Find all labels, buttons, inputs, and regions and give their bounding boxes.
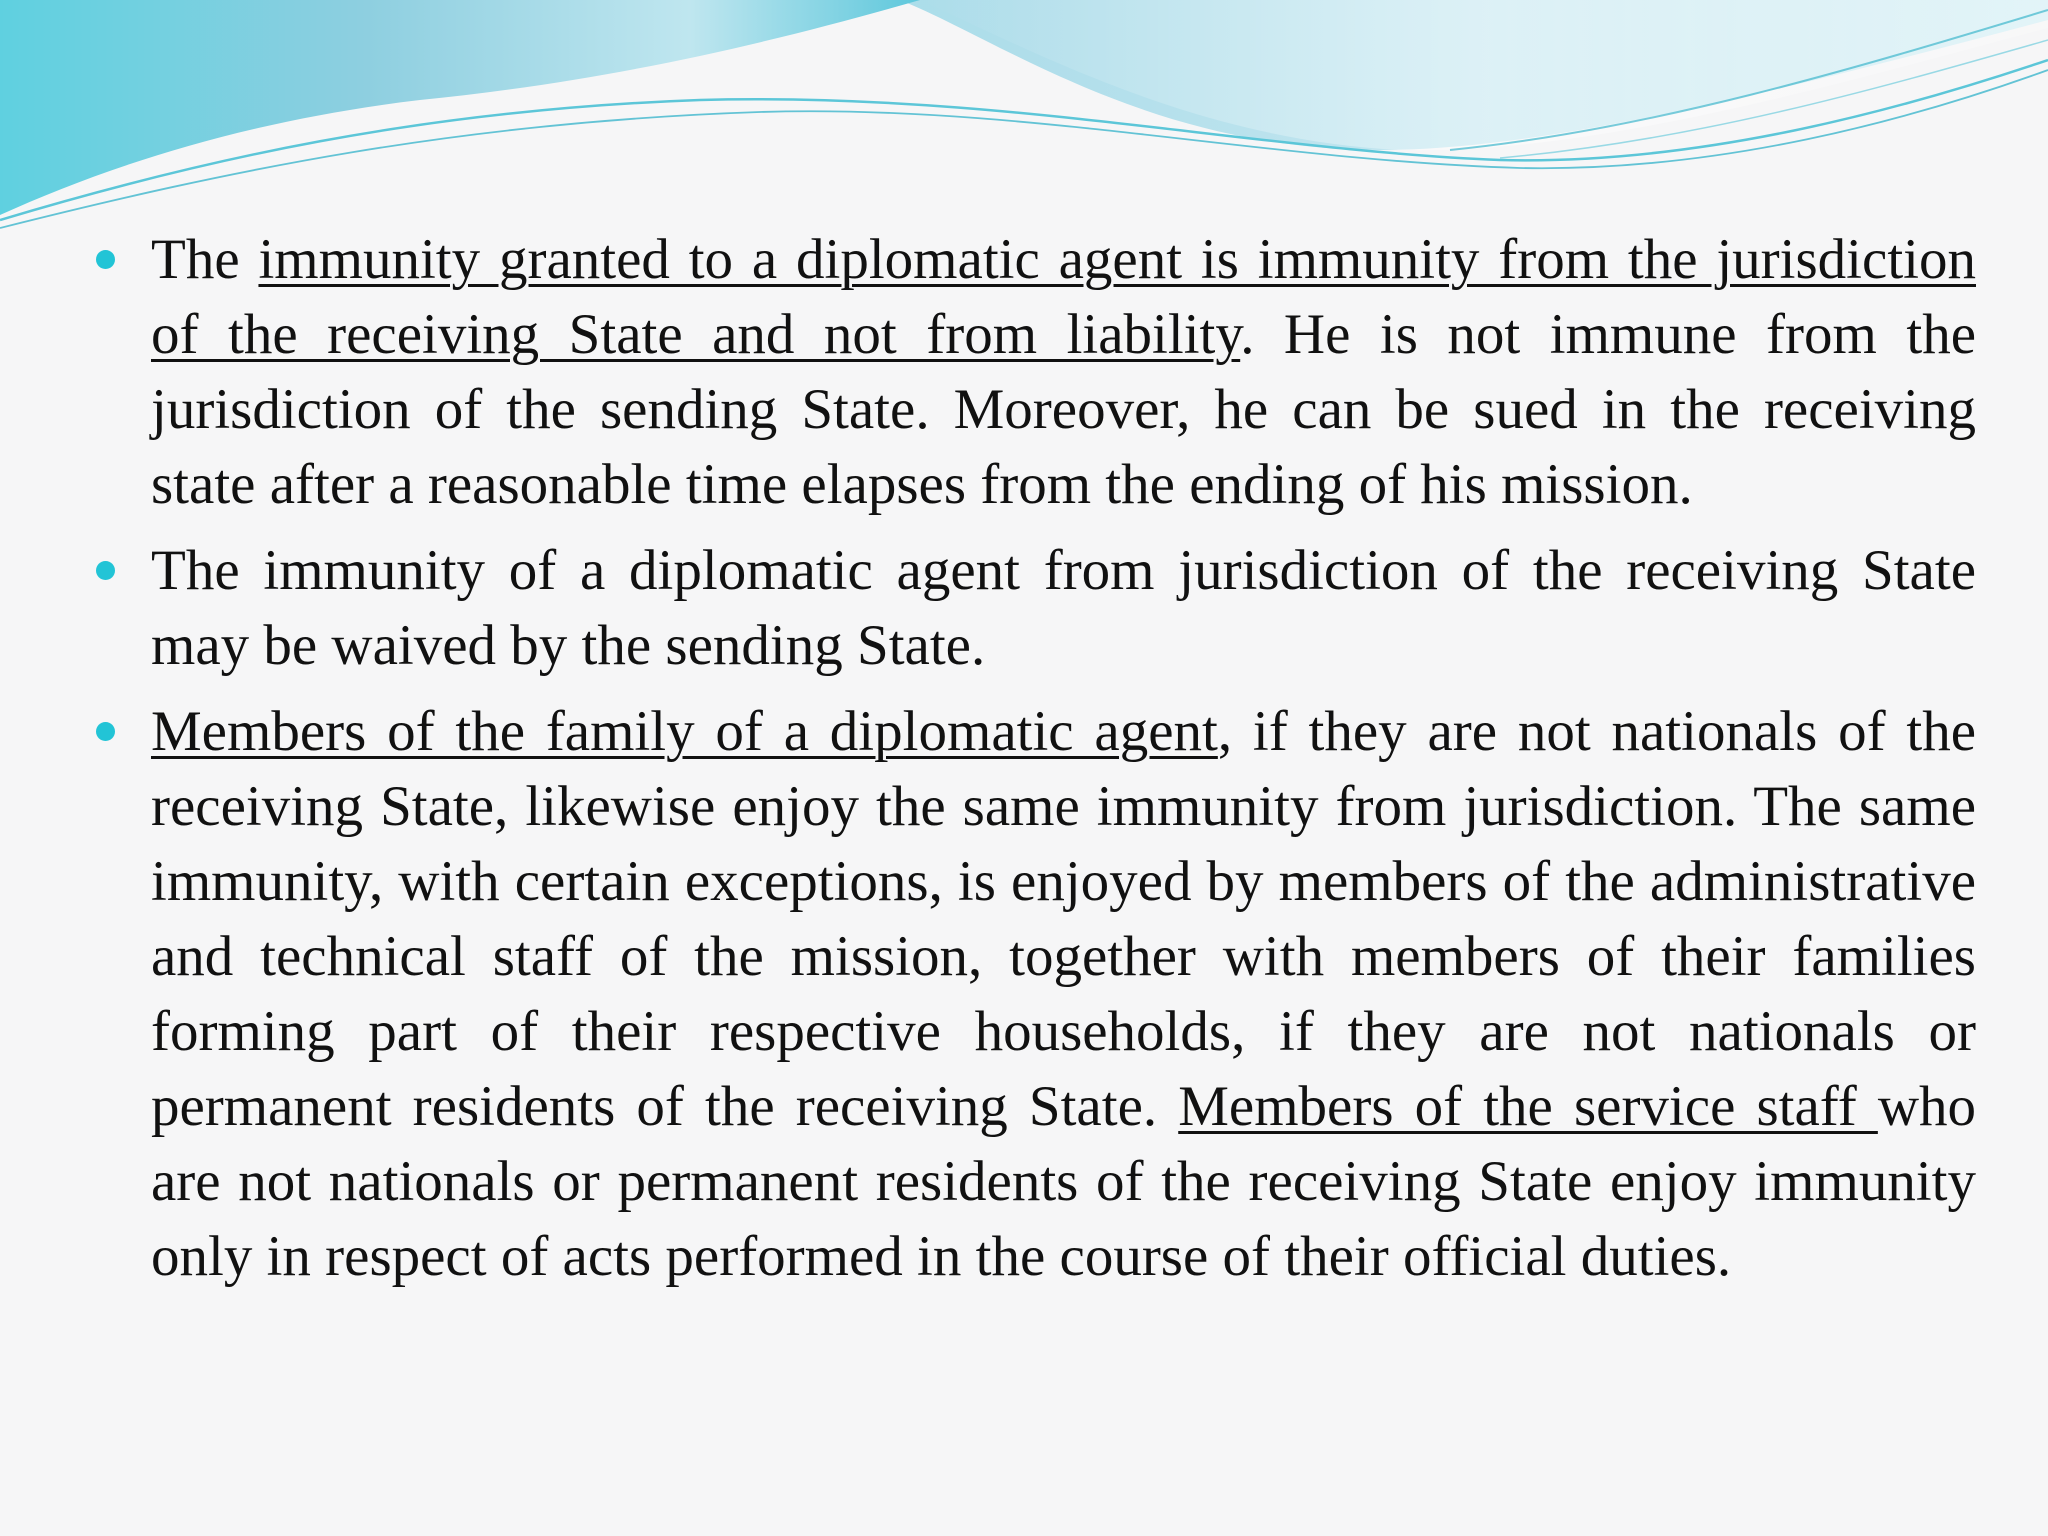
slide-content xyxy=(96,222,1976,1305)
bullet-3-middle-text: , if they are not nationals of the receiving State, likewise enjoy the same immunity from jurisdiction. The same immunity, with certain exceptions, is enjoyed by members of the administrative and technical staff of the mission, together with members of their families forming part of their respective households, if they are not nationals or permanent residents of the receiving State. xyxy=(151,700,1976,1138)
bullet-3-underlined-text-2: Members of the service staff xyxy=(1178,1075,1878,1138)
bullet-2-text: The immunity of a diplomatic agent from jurisdiction of the receiving State may be waived by the sending State. xyxy=(151,539,1976,677)
bullet-item-2 xyxy=(96,533,1976,683)
decorative-wave-header xyxy=(0,0,2048,240)
bullet-item-3 xyxy=(96,694,1976,1294)
bullet-dot-icon xyxy=(96,561,115,580)
bullet-item-1 xyxy=(96,222,1976,522)
bullet-1-rest-text: . He is not immune from the jurisdiction of the sending State. Moreover, he can be sued in the receiving state after a reasonable time elapses from the ending of his mission. xyxy=(151,303,1976,516)
bullet-3-underlined-text-1: Members of the family of a diplomatic agent xyxy=(151,700,1218,763)
bullet-3-rest-text: who are not nationals or permanent residents of the receiving State enjoy immunity only in respect of acts performed in the course of their official duties. xyxy=(151,1075,1977,1288)
bullet-1-underlined-text: immunity granted to a diplomatic agent is immunity from the jurisdiction of the receiving State and not from liability xyxy=(151,228,1976,366)
bullet-dot-icon xyxy=(96,722,115,741)
bullet-1-lead-text: The xyxy=(151,228,259,291)
bullet-dot-icon xyxy=(96,250,115,269)
